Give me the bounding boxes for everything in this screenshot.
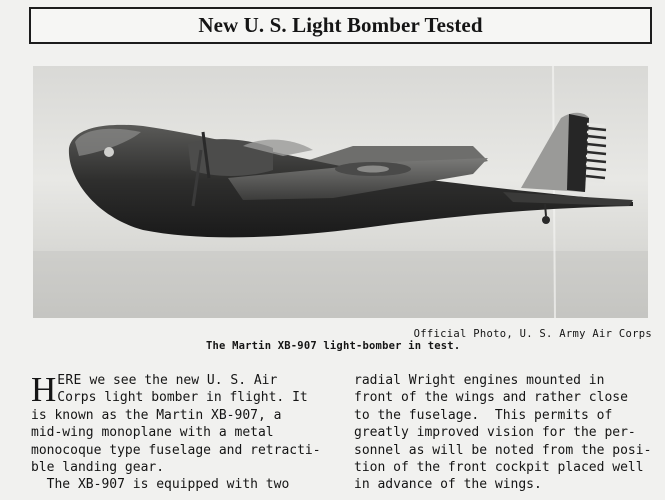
article-line: is known as the Martin XB-907, a: [31, 407, 282, 423]
bomber-photo: [33, 66, 648, 318]
article-line: to the fuselage. This permits of: [354, 407, 613, 423]
article-line: mid-wing monoplane with a metal: [31, 425, 274, 441]
article-line: The XB-907 is equipped with two: [31, 477, 290, 493]
article-line: monocoque type fuselage and retracti-: [31, 442, 321, 458]
headline-box: [29, 7, 652, 44]
article-line: Corps light bomber in flight. It: [57, 390, 308, 406]
article-line: tion of the front cockpit placed well: [354, 460, 644, 476]
drop-cap-rest: ERE: [57, 373, 82, 388]
airplane-illustration: [33, 66, 648, 318]
article-line: we see the new U. S. Air: [81, 373, 278, 388]
article-column-left: [31, 372, 331, 494]
photo-caption: The Martin XB-907 light-bomber in test.: [206, 340, 461, 352]
photo-credit: Official Photo, U. S. Army Air Corps: [413, 328, 652, 340]
article-column-right: [354, 372, 654, 494]
article-line: ble landing gear.: [31, 460, 165, 476]
article-line: front of the wings and rather close: [354, 390, 628, 406]
article-line: in advance of the wings.: [354, 477, 542, 493]
article-line: sonnel as will be noted from the posi-: [354, 442, 652, 458]
headline: New U. S. Light Bomber Tested: [198, 13, 483, 37]
drop-cap: H: [31, 370, 57, 409]
article-line: greatly improved vision for the per-: [354, 425, 636, 441]
article-line: radial Wright engines mounted in: [354, 373, 605, 388]
